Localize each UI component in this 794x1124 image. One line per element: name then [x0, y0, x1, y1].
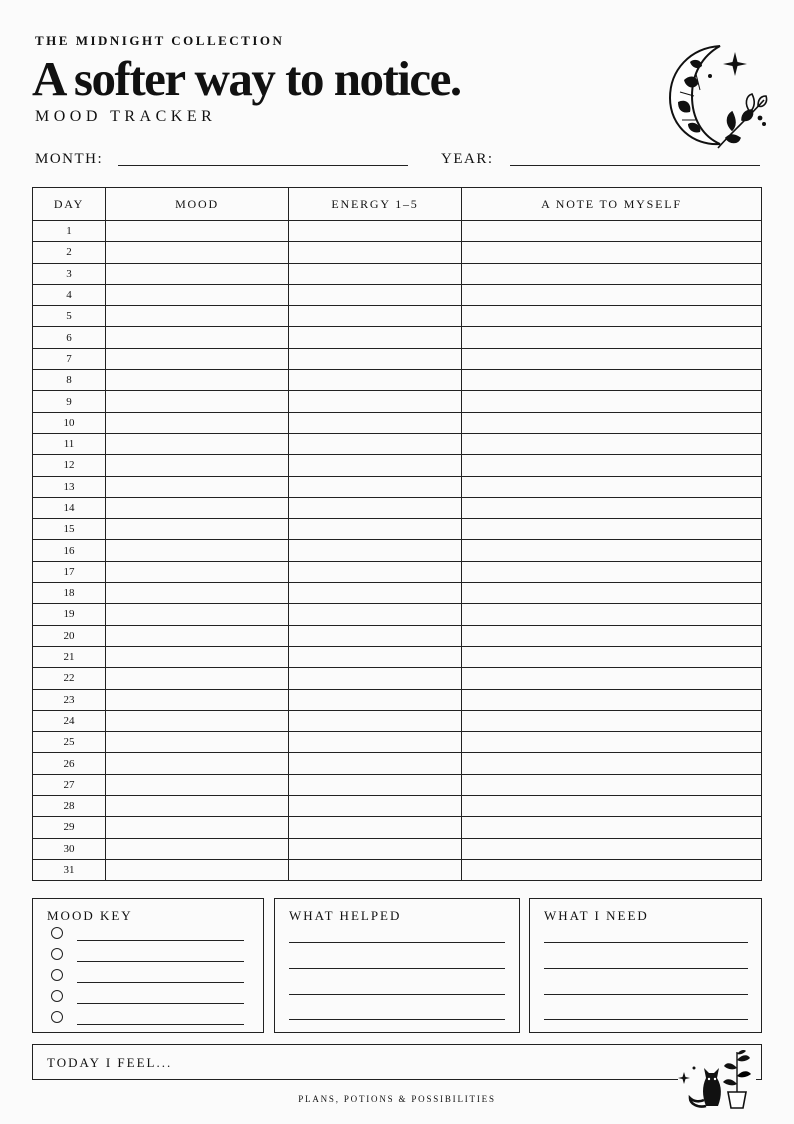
mood-cell[interactable] — [105, 817, 288, 837]
day-cell: 5 — [66, 310, 72, 323]
what-helped-line[interactable] — [289, 1019, 505, 1020]
table-header-row — [33, 188, 761, 220]
mood-cell[interactable] — [105, 519, 288, 539]
energy-cell[interactable] — [288, 327, 461, 347]
table-row — [33, 369, 761, 390]
table-row — [33, 476, 761, 497]
note-cell[interactable] — [461, 775, 761, 795]
note-cell[interactable] — [461, 221, 761, 241]
what-helped-line[interactable] — [289, 942, 505, 943]
note-cell[interactable] — [461, 285, 761, 305]
month-field[interactable] — [118, 165, 408, 166]
table-row — [33, 433, 761, 454]
table-row — [33, 263, 761, 284]
table-row — [33, 284, 761, 305]
day-cell: 20 — [63, 629, 75, 642]
energy-cell[interactable] — [288, 349, 461, 369]
energy-cell[interactable] — [288, 839, 461, 859]
sparkle-icon — [723, 52, 747, 76]
table-row — [33, 646, 761, 667]
mood-cell[interactable] — [105, 668, 288, 688]
mood-cell[interactable] — [105, 434, 288, 454]
mood-cell[interactable] — [105, 711, 288, 731]
energy-cell[interactable] — [288, 221, 461, 241]
table-row — [33, 305, 761, 326]
mood-cell[interactable] — [105, 604, 288, 624]
column-header-mood: MOOD — [105, 188, 288, 220]
energy-cell[interactable] — [288, 391, 461, 411]
table-row — [33, 689, 761, 710]
note-cell[interactable] — [461, 753, 761, 773]
day-cell: 22 — [63, 672, 75, 685]
day-cell: 21 — [63, 651, 75, 664]
mood-key-circle[interactable] — [51, 927, 63, 939]
energy-cell[interactable] — [288, 498, 461, 518]
mood-key-circle[interactable] — [51, 990, 63, 1002]
note-cell[interactable] — [461, 839, 761, 859]
day-cell: 23 — [63, 693, 75, 706]
what-i-need-box — [529, 898, 762, 1033]
energy-cell[interactable] — [288, 285, 461, 305]
energy-cell[interactable] — [288, 647, 461, 667]
energy-cell[interactable] — [288, 519, 461, 539]
what-helped-line[interactable] — [289, 968, 505, 969]
table-row — [33, 454, 761, 475]
mood-cell[interactable] — [105, 753, 288, 773]
collection-name: THE MIDNIGHT COLLECTION — [35, 33, 285, 48]
energy-cell[interactable] — [288, 540, 461, 560]
energy-cell[interactable] — [288, 860, 461, 880]
day-cell: 30 — [63, 842, 75, 855]
table-row — [33, 220, 761, 241]
mood-key-circle[interactable] — [51, 948, 63, 960]
note-cell[interactable] — [461, 477, 761, 497]
mood-key-line[interactable] — [77, 1003, 244, 1004]
energy-cell[interactable] — [288, 732, 461, 752]
mood-key-line[interactable] — [77, 1024, 244, 1025]
energy-cell[interactable] — [288, 711, 461, 731]
column-header-day: DAY — [53, 196, 85, 211]
mood-key-circle[interactable] — [51, 969, 63, 981]
mood-key-line[interactable] — [77, 940, 244, 941]
note-cell[interactable] — [461, 327, 761, 347]
mood-key-box — [32, 898, 264, 1033]
mood-key-line[interactable] — [77, 961, 244, 962]
note-cell[interactable] — [461, 498, 761, 518]
note-cell[interactable] — [461, 413, 761, 433]
table-row — [33, 774, 761, 795]
table-row — [33, 816, 761, 837]
mood-cell[interactable] — [105, 690, 288, 710]
mood-cell[interactable] — [105, 498, 288, 518]
what-helped-title: WHAT HELPED — [289, 908, 402, 923]
day-cell: 14 — [63, 502, 75, 514]
note-cell[interactable] — [461, 349, 761, 369]
day-cell: 28 — [63, 800, 75, 813]
energy-cell[interactable] — [288, 668, 461, 688]
day-cell: 24 — [63, 714, 75, 727]
table-row — [33, 390, 761, 411]
day-cell: 11 — [63, 438, 75, 451]
energy-cell[interactable] — [288, 370, 461, 390]
day-cell: 18 — [63, 587, 75, 600]
mood-key-circle[interactable] — [51, 1011, 63, 1023]
mood-cell[interactable] — [105, 221, 288, 241]
table-row — [33, 795, 761, 816]
mood-cell[interactable] — [105, 285, 288, 305]
mood-cell[interactable] — [105, 647, 288, 667]
today-i-feel-box[interactable] — [32, 1044, 762, 1080]
table-row — [33, 582, 761, 603]
leaf-sprig-icon — [718, 94, 767, 148]
mood-cell[interactable] — [105, 477, 288, 497]
note-cell[interactable] — [461, 711, 761, 731]
day-cell: 19 — [63, 608, 75, 621]
table-row — [33, 412, 761, 433]
mood-cell[interactable] — [105, 349, 288, 369]
day-cell: 4 — [66, 289, 72, 302]
mood-cell[interactable] — [105, 562, 288, 582]
mood-cell[interactable] — [105, 839, 288, 859]
note-cell[interactable] — [461, 668, 761, 688]
energy-cell[interactable] — [288, 626, 461, 646]
note-cell[interactable] — [461, 434, 761, 454]
mood-cell[interactable] — [105, 860, 288, 880]
mood-cell[interactable] — [105, 540, 288, 560]
note-cell[interactable] — [461, 306, 761, 326]
what-i-need-title: WHAT I NEED — [544, 908, 649, 923]
note-cell[interactable] — [461, 647, 761, 667]
mood-cell[interactable] — [105, 583, 288, 603]
table-row — [33, 625, 761, 646]
note-cell[interactable] — [461, 370, 761, 390]
column-header-energy: ENERGY 1–5 — [288, 188, 461, 220]
note-cell[interactable] — [461, 519, 761, 539]
energy-cell[interactable] — [288, 817, 461, 837]
energy-cell[interactable] — [288, 264, 461, 284]
day-cell: 29 — [63, 821, 75, 834]
mood-cell[interactable] — [105, 732, 288, 752]
mood-cell[interactable] — [105, 413, 288, 433]
mood-key-title: MOOD KEY — [47, 908, 133, 923]
mood-cell[interactable] — [105, 455, 288, 475]
day-cell: 26 — [63, 757, 75, 770]
table-row — [33, 241, 761, 262]
note-cell[interactable] — [461, 562, 761, 582]
day-cell: 1 — [66, 225, 72, 238]
page-title: A softer way to notice. — [32, 51, 461, 106]
table-row — [33, 752, 761, 773]
mood-key-line[interactable] — [77, 982, 244, 983]
energy-cell[interactable] — [288, 562, 461, 582]
day-cell: 31 — [63, 864, 75, 877]
day-cell: 25 — [63, 736, 75, 749]
energy-cell[interactable] — [288, 455, 461, 475]
footer-tagline: PLANS, POTIONS & POSSIBILITIES — [298, 1094, 496, 1104]
table-row — [33, 518, 761, 539]
mood-cell[interactable] — [105, 796, 288, 816]
what-i-need-line[interactable] — [544, 942, 748, 943]
energy-cell[interactable] — [288, 583, 461, 603]
day-cell: 16 — [63, 544, 75, 557]
energy-cell[interactable] — [288, 242, 461, 262]
mood-table — [32, 187, 762, 881]
note-cell[interactable] — [461, 583, 761, 603]
day-cell: 15 — [63, 523, 75, 536]
table-row — [33, 710, 761, 731]
table-row — [33, 603, 761, 624]
what-helped-box — [274, 898, 520, 1033]
what-i-need-line[interactable] — [544, 1019, 748, 1020]
note-cell[interactable] — [461, 626, 761, 646]
note-cell[interactable] — [461, 796, 761, 816]
energy-cell[interactable] — [288, 413, 461, 433]
what-i-need-line[interactable] — [544, 994, 748, 995]
year-label: YEAR: — [441, 151, 494, 167]
energy-cell[interactable] — [288, 306, 461, 326]
day-cell: 8 — [66, 374, 72, 387]
mood-cell[interactable] — [105, 370, 288, 390]
table-row — [33, 348, 761, 369]
mood-cell[interactable] — [105, 626, 288, 646]
energy-cell[interactable] — [288, 775, 461, 795]
day-cell: 9 — [66, 395, 72, 408]
note-cell[interactable] — [461, 391, 761, 411]
table-row — [33, 731, 761, 752]
page-subtitle: MOOD TRACKER — [35, 108, 217, 125]
energy-cell[interactable] — [288, 604, 461, 624]
table-row — [33, 838, 761, 859]
note-cell[interactable] — [461, 690, 761, 710]
mood-cell[interactable] — [105, 242, 288, 262]
month-label: MONTH: — [35, 151, 104, 167]
day-cell: 10 — [63, 416, 75, 429]
energy-cell[interactable] — [288, 690, 461, 710]
today-i-feel-label: TODAY I FEEL... — [47, 1055, 173, 1070]
day-cell: 27 — [63, 778, 75, 791]
day-cell: 2 — [66, 246, 72, 259]
what-helped-line[interactable] — [289, 994, 505, 995]
day-cell: 12 — [63, 459, 75, 472]
mood-cell[interactable] — [105, 264, 288, 284]
table-row — [33, 497, 761, 518]
table-row — [33, 326, 761, 347]
note-cell[interactable] — [461, 540, 761, 560]
day-cell: 13 — [63, 480, 75, 493]
energy-cell[interactable] — [288, 753, 461, 773]
note-cell[interactable] — [461, 604, 761, 624]
note-cell[interactable] — [461, 242, 761, 262]
moon-icon — [660, 40, 770, 152]
note-cell[interactable] — [461, 455, 761, 475]
table-row — [33, 561, 761, 582]
day-cell: 17 — [63, 565, 75, 578]
day-cell: 3 — [66, 267, 72, 280]
year-field[interactable] — [510, 165, 760, 166]
mood-cell[interactable] — [105, 306, 288, 326]
note-cell[interactable] — [461, 860, 761, 880]
mood-cell[interactable] — [105, 391, 288, 411]
table-row — [33, 539, 761, 560]
day-cell: 7 — [66, 352, 72, 365]
mood-cell[interactable] — [105, 775, 288, 795]
table-row — [33, 667, 761, 688]
note-cell[interactable] — [461, 732, 761, 752]
mood-cell[interactable] — [105, 327, 288, 347]
note-cell[interactable] — [461, 817, 761, 837]
note-cell[interactable] — [461, 264, 761, 284]
energy-cell[interactable] — [288, 796, 461, 816]
day-cell: 6 — [66, 331, 72, 344]
what-i-need-line[interactable] — [544, 968, 748, 969]
table-row — [33, 859, 761, 880]
energy-cell[interactable] — [288, 477, 461, 497]
column-header-note: A NOTE TO MYSELF — [461, 188, 761, 220]
energy-cell[interactable] — [288, 434, 461, 454]
